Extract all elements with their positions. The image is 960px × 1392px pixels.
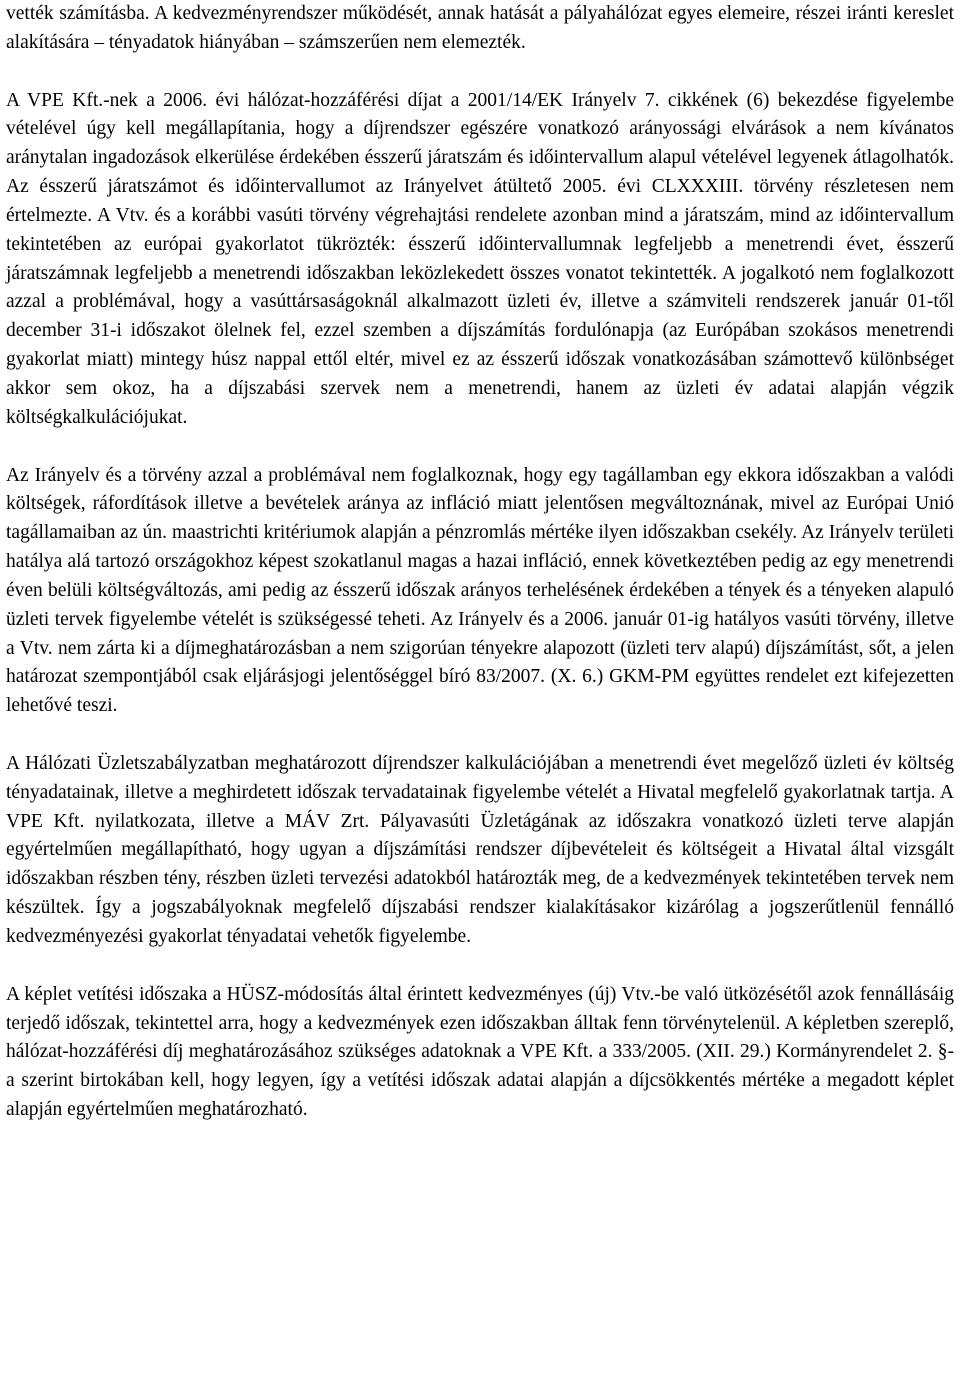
paragraph-1: vették számításba. A kedvezményrendszer működését, annak hatását a pályahálózat egyes elemeire, részei iránti kereslet alakítására – tényadatok hiányában – számszerűen nem elemezték. [6, 3, 954, 53]
paragraph-4: A Hálózati Üzletszabályzatban meghatározott díjrendszer kalkulációjában a menetrendi évet megelőző üzleti év költség tényadatainak, illetve a meghirdetett időszak tervadatainak figyelembe vételét a Hivatal megfelelő gyakorlatnak tartja. A VPE Kft. nyilatkozata, illetve a MÁV Zrt. Pályavasúti Üzletágának az időszakra vonatkozó üzleti terve alapján egyértelműen megállapítható, hogy ugyan a díjszámítási rendszer díjbevételeit és költségeit a Hivatal által vizsgált időszakban részben tény, részben üzleti tervezési adatokból határozták meg, de a kedvezmények tekintetében tervek nem készültek. Így a jogszabályoknak megfelelő díjszabási rendszer kialakításakor kizárólag a jogszerűtlenül fennálló kedvezményezési gyakorlat tényadatai vehetők figyelembe. [6, 752, 954, 947]
paragraph-2: A VPE Kft.-nek a 2006. évi hálózat-hozzáférési díjat a 2001/14/EK Irányelv 7. cikkének (6) bekezdése figyelembe vételével úgy kell megállapítania, hogy a díjrendszer egészére vonatkozó arányossági elvárások a nem kívánatos aránytalan ingadozások elkerülése érdekében ésszerű járatszám és időintervallum alapul vételével legyenek átlagolhatók. Az ésszerű járatszámot és időintervallumot az Irányelvet átültető 2005. évi CLXXXIII. törvény részletesen nem értelmezte. A Vtv. és a korábbi vasúti törvény végrehajtási rendelete azonban mind a járatszám, mind az időintervallum tekintetében az európai gyakorlatot tükrözték: ésszerű időintervallumnak legfeljebb a menetrendi évet, ésszerű járatszámnak legfeljebb a menetrendi időszakban leközlekedett összes vonatot tekintették. A jogalkotó nem foglalkozott azzal a problémával, hogy a vasúttársaságoknál alkalmazott üzleti év, illetve a számviteli rendszerek január 01-től december 31-i időszakot ölelnek fel, ezzel szemben a díjszámítás fordulónapja (az Európában szokásos menetrendi gyakorlat miatt) mintegy húsz nappal ettől eltér, mivel ez az ésszerű időszak vonatkozásában számottevő különbséget akkor sem okoz, ha a díjszabási szervek nem a menetrendi, hanem az üzleti év adatai alapján végzik költségkalkulációjukat. [6, 89, 954, 428]
document-page [6, 0, 954, 1125]
paragraph-3: Az Irányelv és a törvény azzal a problémával nem foglalkoznak, hogy egy tagállamban egy ekkora időszakban a valódi költségek, ráfordítások illetve a bevételek aránya az infláció miatt jelentősen megváltoznának, mivel az Európai Unió tagállamaiban az ún. maastrichti kritériumok alapján a pénzromlás mértéke ilyen időszakban csekély. Az Irányelv területi hatálya alá tartozó országokhoz képest szokatlanul magas a hazai infláció, ennek következtében pedig az egy menetrendi éven belüli költségváltozás, ami pedig az ésszerű időszak arányos terhelésének érdekében a tények és a tényeken alapuló üzleti tervek figyelembe vételét is szükségessé teheti. Az Irányelv és a 2006. január 01-ig hatályos vasúti törvény, illetve a Vtv. nem zárta ki a díjmeghatározásban a nem szigorúan tényekre alapozott (üzleti terv alapú) díjszámítást, sőt, a jelen határozat szempontjából csak eljárásjogi jelentőséggel bíró 83/2007. (X. 6.) GKM-PM együttes rendelet ezt kifejezetten lehetővé teszi. [6, 464, 954, 717]
paragraph-5: A képlet vetítési időszaka a HÜSZ-módosítás által érintett kedvezményes (új) Vtv.-be való ütközésétől azok fennállásáig terjedő időszak, tekintettel arra, hogy a kedvezmények ezen időszakban álltak fenn törvénytelenül. A képletben szereplő, hálózat-hozzáférési díj meghatározásához szükséges adatoknak a VPE Kft. a 333/2005. (XII. 29.) Kormányrendelet 2. §-a szerint birtokában kell, hogy legyen, így a vetítési időszak adatai alapján a díjcsökkentés mértéke a megadott képlet alapján egyértelműen meghatározható. [6, 983, 954, 1121]
